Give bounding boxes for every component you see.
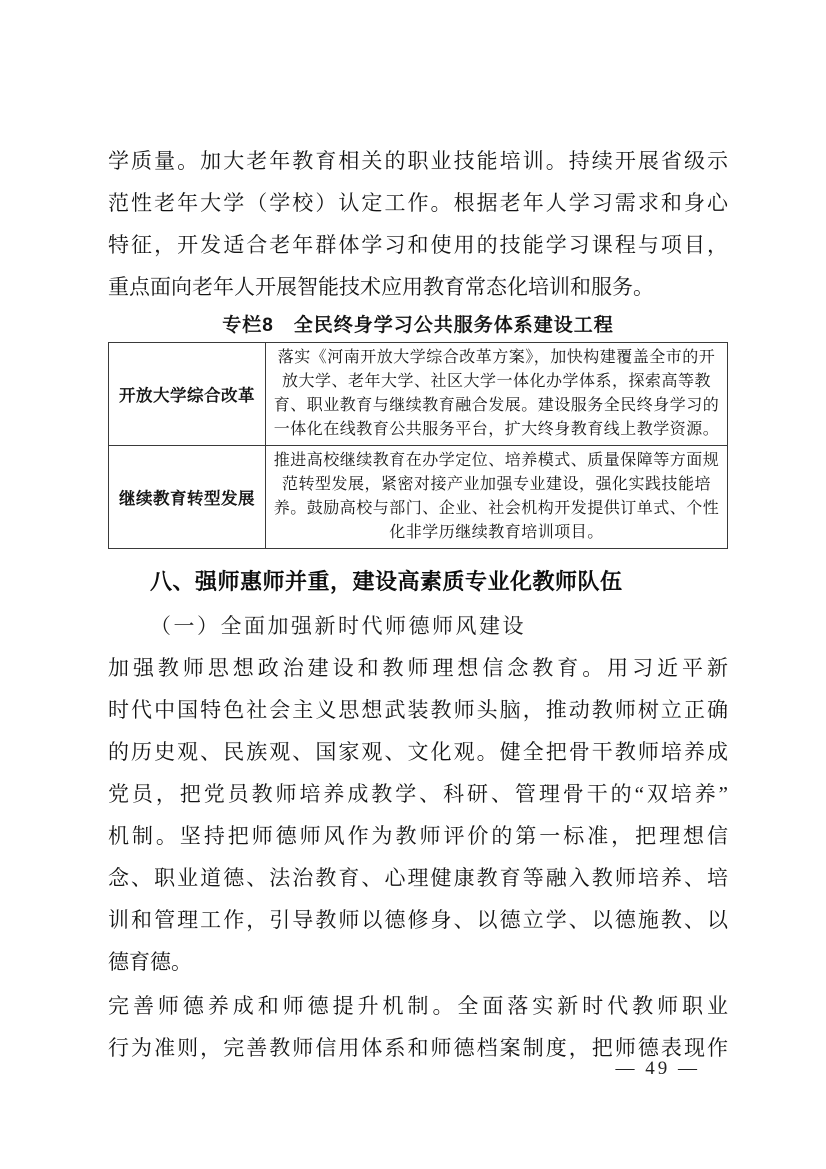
feature-box-title: 专栏8 全民终身学习公共服务体系建设工程 xyxy=(222,315,614,336)
paragraph-line: 念、职业道德、法治教育、心理健康教育等融入教师培养、培 xyxy=(108,866,728,890)
paragraph-line: 机制。坚持把师德师风作为教师评价的第一标准，把理想信 xyxy=(108,824,728,848)
paragraph-line: 的历史观、民族观、国家观、文化观。健全把骨干教师培养成 xyxy=(108,740,728,764)
row-label: 继续教育转型发展 xyxy=(109,446,266,549)
paragraph-line: 完善师德养成和师德提升机制。全面落实新时代教师职业 xyxy=(108,994,728,1018)
table-row-continuing-education xyxy=(109,446,728,549)
cell-line: 化非学历继续教育培训项目。 xyxy=(389,524,604,541)
paragraph-line: 时代中国特色社会主义思想武装教师头脑，推动教师树立正确 xyxy=(108,698,728,722)
cell-line: 养。鼓励高校与部门、企业、社会机构开发提供订单式、个性 xyxy=(273,500,720,517)
paragraph-line: 德育德。 xyxy=(108,950,192,974)
row-text xyxy=(266,446,728,549)
body-paragraph xyxy=(108,647,728,983)
paragraph-line: 学质量。加大老年教育相关的职业技能培训。持续开展省级示 xyxy=(108,149,728,173)
paragraph-line: 党员，把党员教师培养成教学、科研、管理骨干的“双培养” xyxy=(108,782,728,806)
cell-line: 范转型发展，紧密对接产业加强专业建设，强化实践技能培 xyxy=(281,476,711,493)
cell-line: 放大学、老年大学、社区大学一体化办学体系，探索高等教 xyxy=(281,373,711,390)
row-label: 开放大学综合改革 xyxy=(109,343,266,446)
cell-line: 推进高校继续教育在办学定位、培养模式、质量保障等方面规 xyxy=(273,452,720,469)
row-text xyxy=(266,343,728,446)
paragraph-line: 重点面向老年人开展智能技术应用教育常态化培训和服务。 xyxy=(108,275,654,299)
cell-line: 落实《河南开放大学综合改革方案》，加快构建覆盖全市的开 xyxy=(277,349,716,366)
section-heading: 八、强师惠师并重，建设高素质专业化教师队伍 xyxy=(150,569,623,594)
table-row-open-university xyxy=(109,343,728,446)
paragraph-line: 特征，开发适合老年群体学习和使用的技能学习课程与项目， xyxy=(108,233,728,257)
paragraph-line: 加强教师思想政治建设和教师理想信念教育。用习近平新 xyxy=(108,656,728,680)
paragraph-line: 范性老年大学（学校）认定工作。根据老年人学习需求和身心 xyxy=(108,191,728,215)
feature-box-table xyxy=(108,342,728,549)
paragraph-line: 训和管理工作，引导教师以德修身、以德立学、以德施教、以 xyxy=(108,908,728,932)
intro-paragraph xyxy=(108,140,728,308)
paragraph-line: 行为准则，完善教师信用体系和师德档案制度，把师德表现作 xyxy=(108,1036,728,1060)
cell-line: 一体化在线教育公共服务平台，扩大终身教育线上教学资源。 xyxy=(273,421,720,438)
cell-line: 育、职业教育与继续教育融合发展。建设服务全民终身学习的 xyxy=(273,397,720,414)
body-paragraph xyxy=(108,985,728,1069)
page-number: — 49 — xyxy=(615,1058,700,1079)
page-content xyxy=(108,140,728,1069)
section-subheading: （一）全面加强新时代师德师风建设 xyxy=(150,614,526,638)
